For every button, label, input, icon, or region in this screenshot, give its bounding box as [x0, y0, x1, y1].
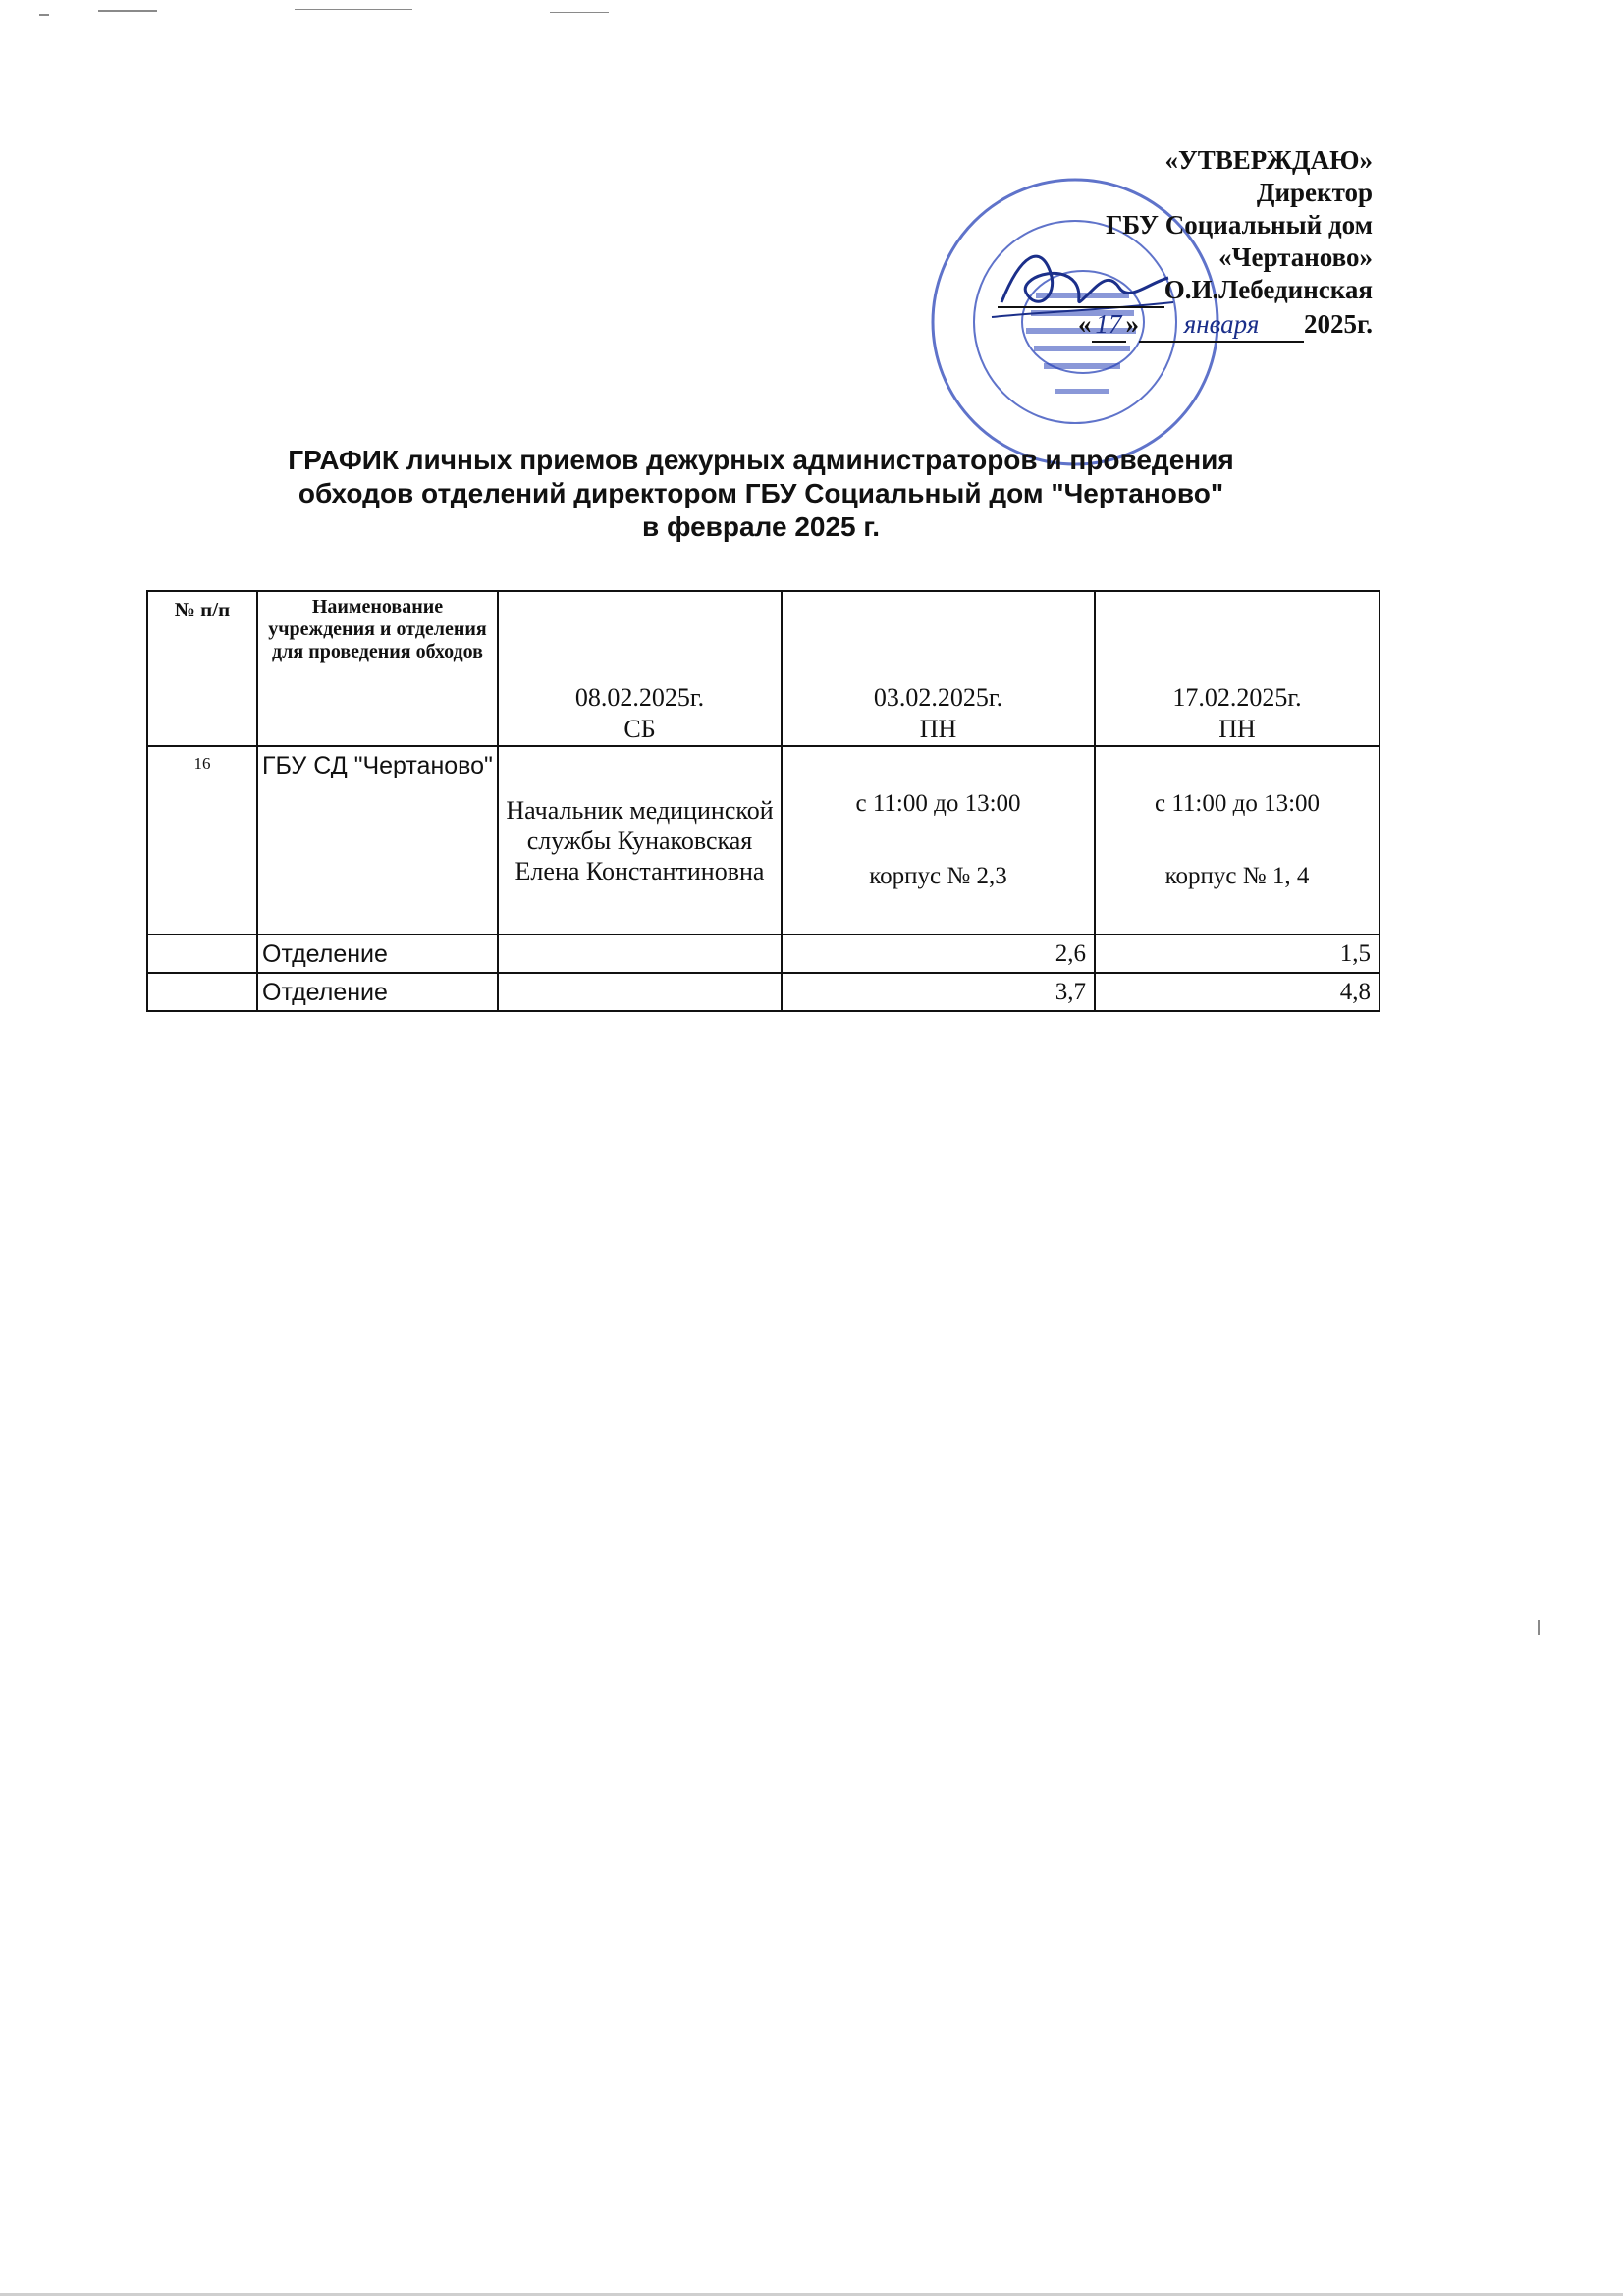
row-organization: ГБУ СД "Чертаново"	[257, 746, 498, 934]
scan-speck	[98, 10, 157, 12]
title-line-3: в феврале 2025 г.	[641, 511, 881, 542]
date-open-quote: «	[1078, 309, 1092, 339]
approval-heading: «УТВЕРЖДАЮ»	[1164, 145, 1373, 175]
dept-value-2: 3,7	[782, 973, 1095, 1011]
dept-number-empty	[147, 934, 257, 973]
schedule-spacer	[1100, 819, 1375, 862]
date-year: 2025г.	[1304, 309, 1373, 339]
row-schedule-3	[1095, 746, 1380, 934]
table-header-row	[147, 591, 1380, 746]
scan-speck	[39, 14, 49, 16]
table-row	[147, 746, 1380, 934]
dept-value-3: 4,8	[1095, 973, 1380, 1011]
approver-org-line2: «Чертаново»	[1218, 242, 1373, 272]
header-day-2: ПН	[919, 715, 957, 743]
date-close-quote: »	[1125, 309, 1140, 339]
header-day-3: ПН	[1218, 715, 1256, 743]
approval-block	[998, 144, 1373, 343]
dept-label: Отделение	[257, 934, 498, 973]
header-number: № п/п	[147, 591, 257, 746]
dept-value-2: 2,6	[782, 934, 1095, 973]
header-date-1-value: 08.02.2025г.	[574, 683, 705, 712]
schedule-3-place: корпус № 1, 4	[1164, 863, 1310, 889]
approval-date	[998, 308, 1373, 343]
dept-number-empty	[147, 973, 257, 1011]
row-schedule-2	[782, 746, 1095, 934]
signer-name: О.И.Лебединская	[1163, 275, 1373, 304]
table-row	[147, 973, 1380, 1011]
dept-value-3: 1,5	[1095, 934, 1380, 973]
row-number: 16	[147, 746, 257, 934]
scan-speck	[295, 9, 412, 10]
approver-org-line1: ГБУ Социальный дом	[1106, 210, 1373, 240]
header-date-1	[498, 591, 782, 746]
header-name: Наименование учреждения и отделения для проведения обходов	[257, 591, 498, 746]
header-date-2-value: 03.02.2025г.	[873, 683, 1003, 712]
scan-speck	[1538, 1620, 1540, 1635]
date-month: января	[1139, 308, 1304, 343]
table-row	[147, 934, 1380, 973]
schedule-2-place: корпус № 2,3	[869, 863, 1007, 889]
schedule-2-time: с 11:00 до 13:00	[855, 790, 1021, 817]
header-date-3	[1095, 591, 1380, 746]
schedule-table	[146, 590, 1380, 1012]
signature-line	[998, 274, 1373, 308]
date-day: 17	[1092, 308, 1126, 343]
signature-blank	[998, 274, 1164, 308]
approver-position: Директор	[1256, 178, 1373, 207]
dept-label: Отделение	[257, 973, 498, 1011]
title-line-1: ГРАФИК личных приемов дежурных администраторов и проведения	[288, 445, 1234, 475]
header-date-2	[782, 591, 1095, 746]
header-day-1: СБ	[623, 715, 656, 743]
schedule-3-time: с 11:00 до 13:00	[1154, 790, 1321, 817]
title-line-2: обходов отделений директором ГБУ Социальный дом "Чертаново"	[298, 478, 1224, 508]
scan-speck	[550, 12, 609, 13]
document-title	[147, 444, 1375, 544]
schedule-spacer	[786, 819, 1090, 862]
dept-empty-cell	[498, 934, 782, 973]
row-responsible-person: Начальник медицинской службы Кунаковская Елена Константиновна	[498, 746, 782, 934]
dept-empty-cell	[498, 973, 782, 1011]
header-date-3-value: 17.02.2025г.	[1172, 683, 1302, 712]
